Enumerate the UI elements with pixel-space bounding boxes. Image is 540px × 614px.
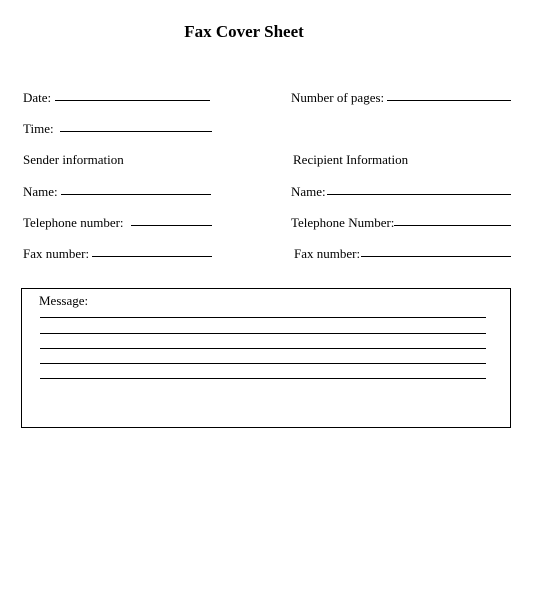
sender-telephone-field[interactable]: [131, 225, 212, 226]
recipient-information-heading: Recipient Information: [293, 152, 409, 167]
message-box[interactable]: [21, 288, 511, 428]
sender-name-label: Name:: [23, 184, 58, 199]
recipient-telephone-field[interactable]: [394, 225, 511, 226]
sender-name-field[interactable]: [61, 194, 211, 195]
message-line[interactable]: [40, 333, 486, 334]
sender-telephone-label: Telephone number:: [23, 215, 124, 230]
sender-information-heading: Sender information: [23, 152, 124, 167]
message-line[interactable]: [40, 348, 486, 349]
message-line[interactable]: [40, 317, 486, 318]
time-field[interactable]: [60, 131, 212, 132]
message-line[interactable]: [40, 363, 486, 364]
number-of-pages-label: Number of pages:: [291, 90, 385, 105]
recipient-name-field[interactable]: [327, 194, 511, 195]
sender-fax-label: Fax number:: [23, 246, 90, 261]
message-label: Message:: [39, 293, 89, 308]
number-of-pages-field[interactable]: [387, 100, 511, 101]
page-title: Fax Cover Sheet: [184, 22, 304, 41]
recipient-fax-label: Fax number:: [294, 246, 361, 261]
time-label: Time:: [23, 121, 54, 136]
sender-fax-field[interactable]: [92, 256, 212, 257]
message-line[interactable]: [40, 378, 486, 379]
date-field[interactable]: [55, 100, 210, 101]
date-label: Date:: [23, 90, 52, 105]
recipient-telephone-label: Telephone Number:: [291, 215, 395, 230]
recipient-fax-field[interactable]: [361, 256, 511, 257]
recipient-name-label: Name:: [291, 184, 326, 199]
